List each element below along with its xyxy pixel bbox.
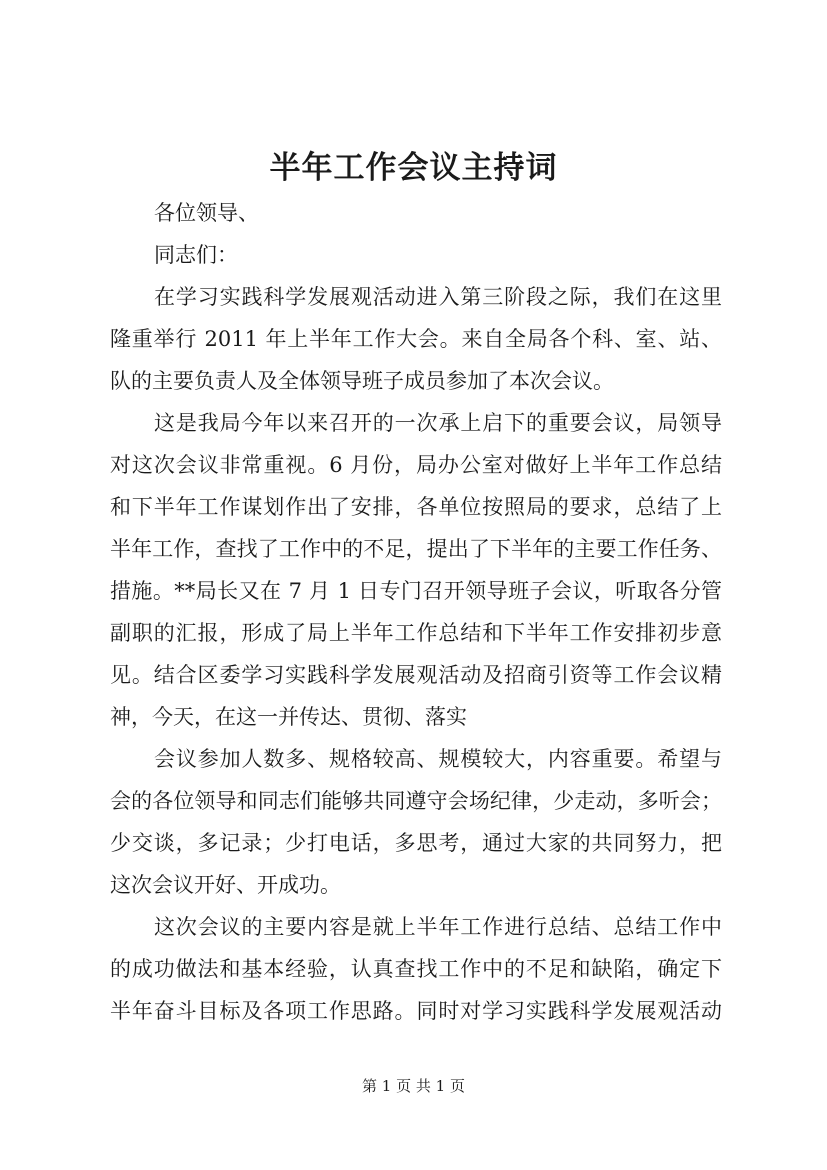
body-line: 会的各位领导和同志们能够共同遵守会场纪律，少走动，多听会； xyxy=(110,789,722,813)
document-title: 半年工作会议主持词 xyxy=(269,150,558,186)
body-line: 副职的汇报，形成了局上半年工作总结和下半年工作安排初步意 xyxy=(110,621,722,645)
body-line: 在学习实践科学发展观活动进入第三阶段之际，我们在这里 xyxy=(154,285,722,309)
body-line: 隆重举行 2011 年上半年工作大会。来自全局各个科、室、站、 xyxy=(110,327,722,351)
body-line: 半年奋斗目标及各项工作思路。同时对学习实践科学发展观活动 xyxy=(110,999,722,1023)
body-line: 这次会议的主要内容是就上半年工作进行总结、总结工作中 xyxy=(154,915,722,939)
body-line: 和下半年工作谋划作出了安排，各单位按照局的要求，总结了上 xyxy=(110,495,722,519)
body-line: 对这次会议非常重视。6 月份，局办公室对做好上半年工作总结 xyxy=(110,453,722,477)
body-line: 这是我局今年以来召开的一次承上启下的重要会议，局领导 xyxy=(154,411,722,435)
body-line: 同志们： xyxy=(154,243,238,267)
body-line: 半年工作，查找了工作中的不足，提出了下半年的主要工作任务、 xyxy=(110,537,722,561)
body-line: 的成功做法和基本经验，认真查找工作中的不足和缺陷，确定下 xyxy=(110,957,722,981)
body-line: 少交谈，多记录；少打电话，多思考，通过大家的共同努力，把 xyxy=(110,831,722,855)
body-line: 神，今天，在这一并传达、贯彻、落实 xyxy=(110,705,467,729)
body-line: 措施。**局长又在 7 月 1 日专门召开领导班子会议，听取各分管 xyxy=(110,579,722,603)
body-line: 这次会议开好、开成功。 xyxy=(110,873,341,897)
body-line: 见。结合区委学习实践科学发展观活动及招商引资等工作会议精 xyxy=(110,663,722,687)
document-body xyxy=(110,192,722,1032)
body-line: 会议参加人数多、规格较高、规模较大，内容重要。希望与 xyxy=(154,747,722,771)
page-footer: 第 1 页 共 1 页 xyxy=(362,1077,465,1095)
body-line: 队的主要负责人及全体领导班子成员参加了本次会议。 xyxy=(110,369,614,393)
body-line: 各位领导、 xyxy=(154,201,259,225)
